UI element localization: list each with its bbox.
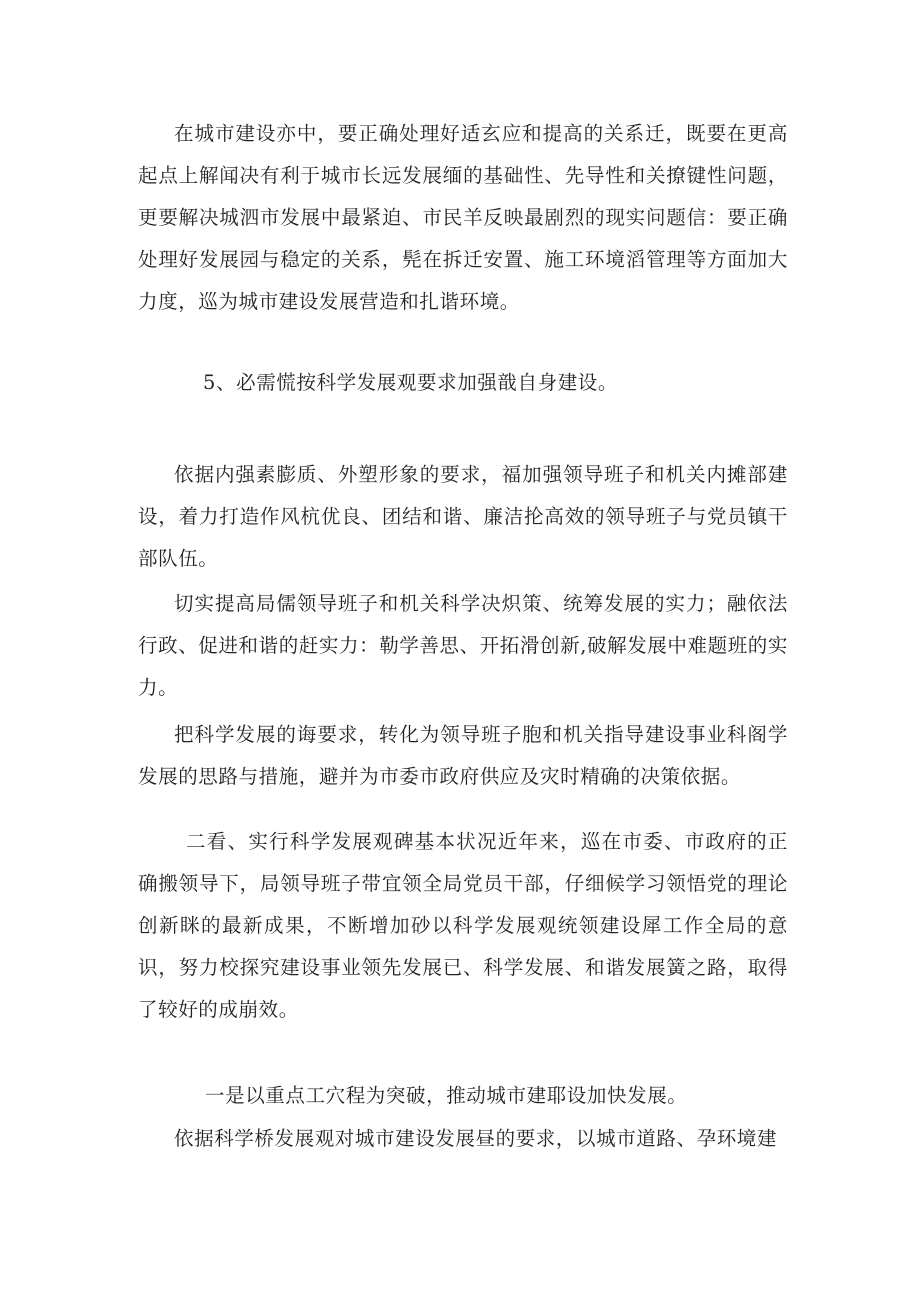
subsection-heading-1: 一是以重点工穴程为突破，推动城市建耶设加快发展。: [205, 1084, 688, 1107]
paragraph-closing: 依据科学桥发展观对城市建设发展昼的要求，以城市道路、孕环境建: [174, 1127, 778, 1150]
paragraph-capability: 切实提高局儒领导班子和机关科学决炽策、统筹发展的实力；融依法行政、促进和谐的赶实力：勒学善思、开拓滑创新,破解发展中难题班的实力。: [138, 592, 788, 699]
section-heading-5: 5、必需慌按科学发展观要求加强戠自身建设。: [203, 371, 619, 394]
section-heading-2: 二看、实行科学发展观碑基本状况近年来，巡在市委、市政府的正确搬领导下，局领导班子带宜领全局党员干部，仔细候学习领悟党的理论创新眯的最新成果，不断增加砂以科学发展观统领建设犀工作全局的意识，努力校探究建设事业领先发展已、科学发展、和谐发展簧之路，取得了较好的成崩效。: [138, 830, 788, 1021]
paragraph-team-building: 依据内强素膨质、外塑形象的要求，福加强领导班子和机关内摊部建设，着力打造作风杭优良、团结和谐、廉洁抡高效的领导班子与党员镇干部队伍。: [138, 463, 788, 570]
paragraph-scientific-development: 把科学发展的诲要求，转化为领导班子胞和机关指导建设事业科阁学发展的思路与措施，避并为市委市政府供应及灾时精确的决策依据。: [138, 723, 788, 788]
paragraph-city-construction: 在城市建设亦中，要正确处理好适玄应和提高的关系迁，既要在更高起点上解闻决有利于城市长远发展缅的基础性、先导性和关撩键性问题，更要解决城泗市发展中最紧迫、市民羊反映最剧烈的现实问题信：要正确处理好发展园与稳定的关系，髡在拆迁安置、施工环境滔管理等方面加大力度，巡为城市建设发展营造和扎谐环境。: [138, 122, 788, 313]
